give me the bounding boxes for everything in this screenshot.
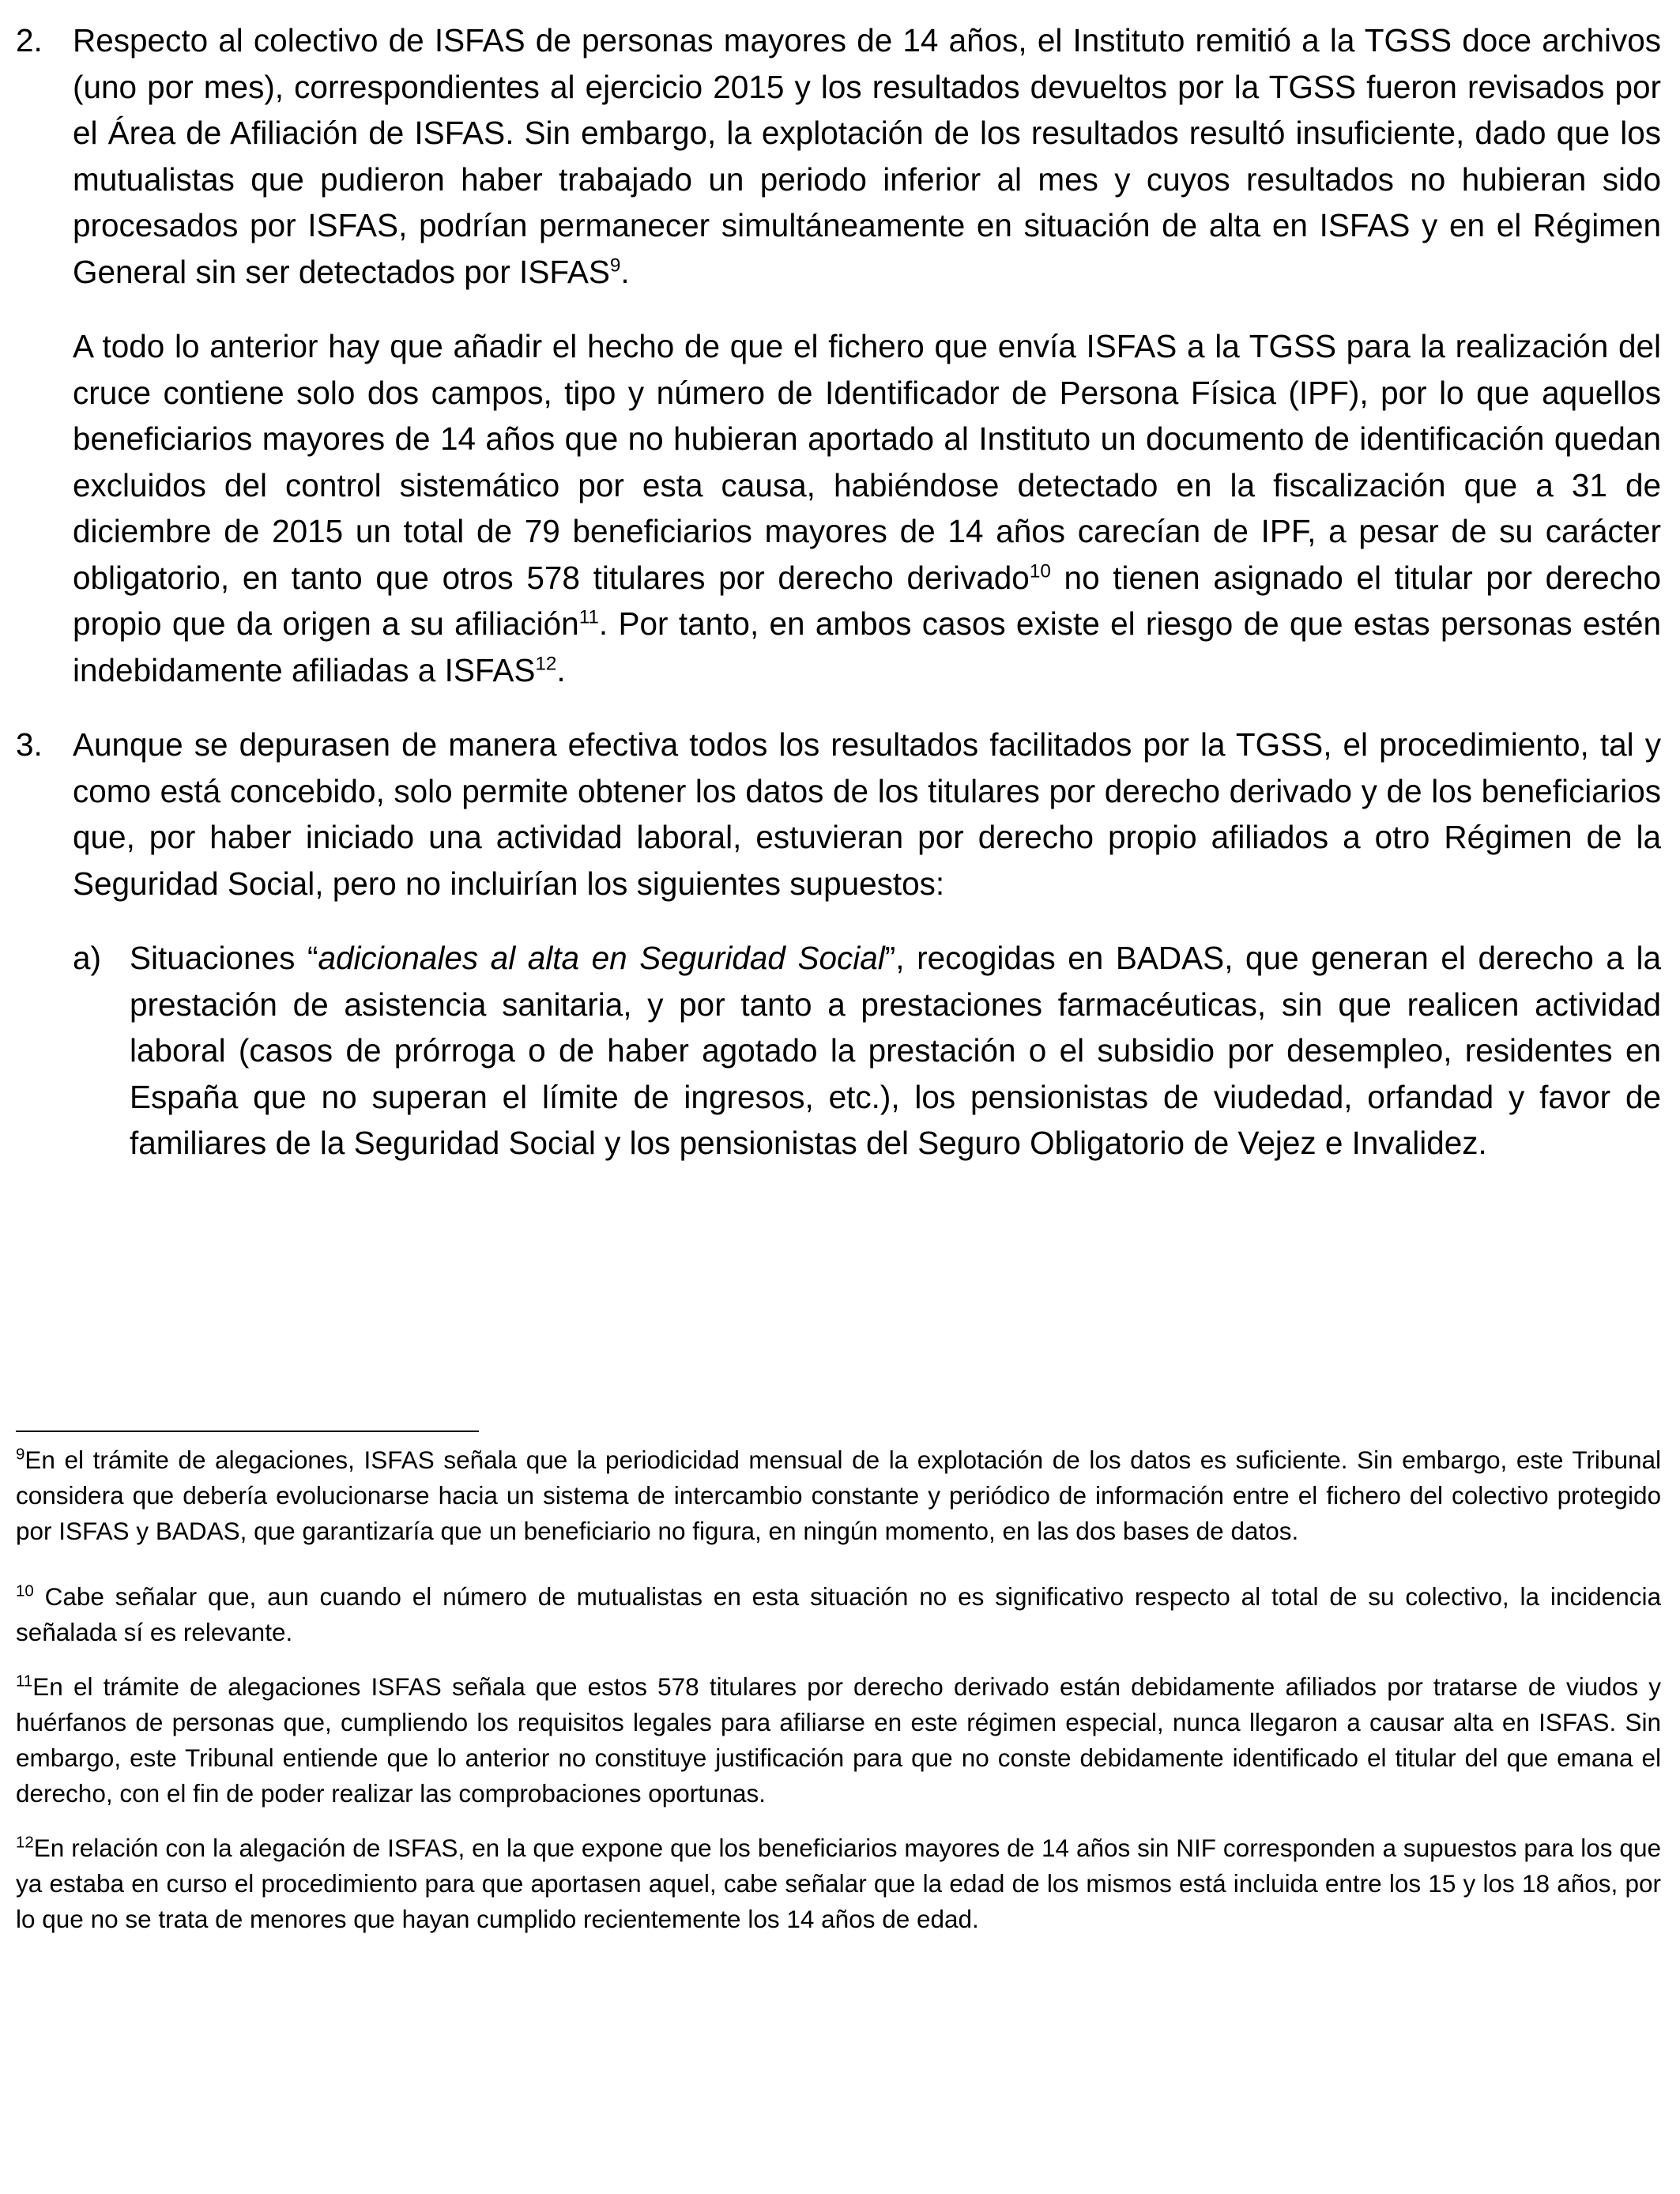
footnote-number: 11 [16,1672,33,1691]
paragraph-text: . Por tanto, en ambos casos existe el riesgo de que estas personas estén indebidamente afiliadas a ISFAS [73,605,1662,688]
item-letter: a) [73,940,102,976]
paragraph-text: A todo lo anterior hay que añadir el hecho de que el fichero que envía ISFAS a la TGSS para la realización del cruce contiene solo dos campos, tipo y número de Identificador de Persona Física (IPF), por lo que aquellos beneficiarios mayores de 14 años que no hubieran aportado al Instituto un documento de identificación quedan excluidos del control sistemático por esta causa, habiéndose detectado en la fiscalización que a 31 de diciembre de 2015 un total de 79 beneficiarios mayores de 14 años carecían de IPF, a pesar de su carácter obligatorio, en tanto que otros 578 titulares por derecho derivado [73,328,1661,596]
footnote-9 [16,1442,1661,1549]
footnote-ref: 9 [609,254,621,276]
paragraph-end: . [620,253,630,290]
footnote-11 [16,1669,1661,1811]
paragraph-text: Aunque se depurasen de manera efectiva todos los resultados facilitados por la TGSS, el procedimiento, tal y como está concebido, solo permite obtener los datos de los titulares por derecho derivado y de los beneficiarios que, por haber iniciado una actividad laboral, estuvieran por derecho propio afiliados a otro Régimen de la Seguridad Social, pero no incluirían los siguientes supuestos: [73,726,1661,902]
footnote-number: 12 [16,1833,34,1852]
item-number: 3. [16,726,43,763]
footnote-ref: 11 [578,606,599,628]
paragraph-item-2-continued [16,323,1661,693]
paragraph-end: . [556,651,566,688]
item-number: 2. [16,22,43,58]
paragraph-text: no tienen asignado el titular por derecho propio que da origen a su afiliación [73,559,1661,642]
paragraph-text: Situaciones “ [130,940,318,976]
main-text [16,17,1661,1167]
paragraph-item-3 [16,722,1661,907]
italic-term: adicionales al alta en Seguridad Social [318,940,885,976]
paragraph-item-2 [16,17,1661,295]
footnote-text: En el trámite de alegaciones, ISFAS señala que la periodicidad mensual de la explotación de los datos es suficiente. Sin embargo, este Tribunal considera que debería evolucionarse hacia un sistema de intercambio constante y periódico de información entre el fichero del colectivo protegido por ISFAS y BADAS, que garantizaría que un beneficiario no figura, en ningún momento, en las dos bases de datos. [16,1446,1661,1545]
footnotes [16,1442,1661,1937]
footnote-text: Cabe señalar que, aun cuando el número de mutualistas en esta situación no es significativo respecto al total de su colectivo, la incidencia señalada sí es relevante. [16,1582,1661,1646]
footnote-ref: 10 [1029,560,1051,582]
footnote-10 [16,1579,1661,1650]
footnote-number: 10 [16,1581,34,1600]
paragraph-item-a [16,935,1661,1167]
footnote-separator [16,1431,479,1432]
footnote-12 [16,1830,1661,1937]
footnote-text: En relación con la alegación de ISFAS, en la que expone que los beneficiarios mayores de 14 años sin NIF corresponden a supuestos para los que ya estaba en curso el procedimiento para que aportasen aquel, cabe señalar que la edad de los mismos está incluida entre los 15 y los 18 años, por lo que no se trata de menores que hayan cumplido recientemente los 14 años de edad. [16,1834,1661,1933]
footnote-ref: 12 [535,653,557,674]
paragraph-text: ”, recogidas en BADAS, que generan el derecho a la prestación de asistencia sanitaria, y por tanto a prestaciones farmacéuticas, sin que realicen actividad laboral (casos de prórroga o de haber agotado la prestación o el subsidio por desempleo, residentes en España que no superan el límite de ingresos, etc.), los pensionistas de viudedad, orfandad y favor de familiares de la Seguridad Social y los pensionistas del Seguro Obligatorio de Vejez e Invalidez. [130,940,1662,1161]
paragraph-text: Respecto al colectivo de ISFAS de personas mayores de 14 años, el Instituto remitió a la TGSS doce archivos (uno por mes), correspondientes al ejercicio 2015 y los resultados devueltos por la TGSS fueron revisados por el Área de Afiliación de ISFAS. Sin embargo, la explotación de los resultados resultó insuficiente, dado que los mutualistas que pudieron haber trabajado un periodo inferior al mes y cuyos resultados no hubieran sido procesados por ISFAS, podrían permanecer simultáneamente en situación de alta en ISFAS y en el Régimen General sin ser detectados por ISFAS [73,22,1661,290]
footnote-number: 9 [16,1445,25,1464]
footnote-text: En el trámite de alegaciones ISFAS señala que estos 578 titulares por derecho derivado están debidamente afiliados por tratarse de viudos y huérfanos de personas que, cumpliendo los requisitos legales para afiliarse en este régimen especial, nunca llegaron a causar alta en ISFAS. Sin embargo, este Tribunal entiende que lo anterior no constituye justificación para que no conste debidamente identificado el titular del que emana el derecho, con el fin de poder realizar las comprobaciones oportunas. [16,1672,1661,1808]
